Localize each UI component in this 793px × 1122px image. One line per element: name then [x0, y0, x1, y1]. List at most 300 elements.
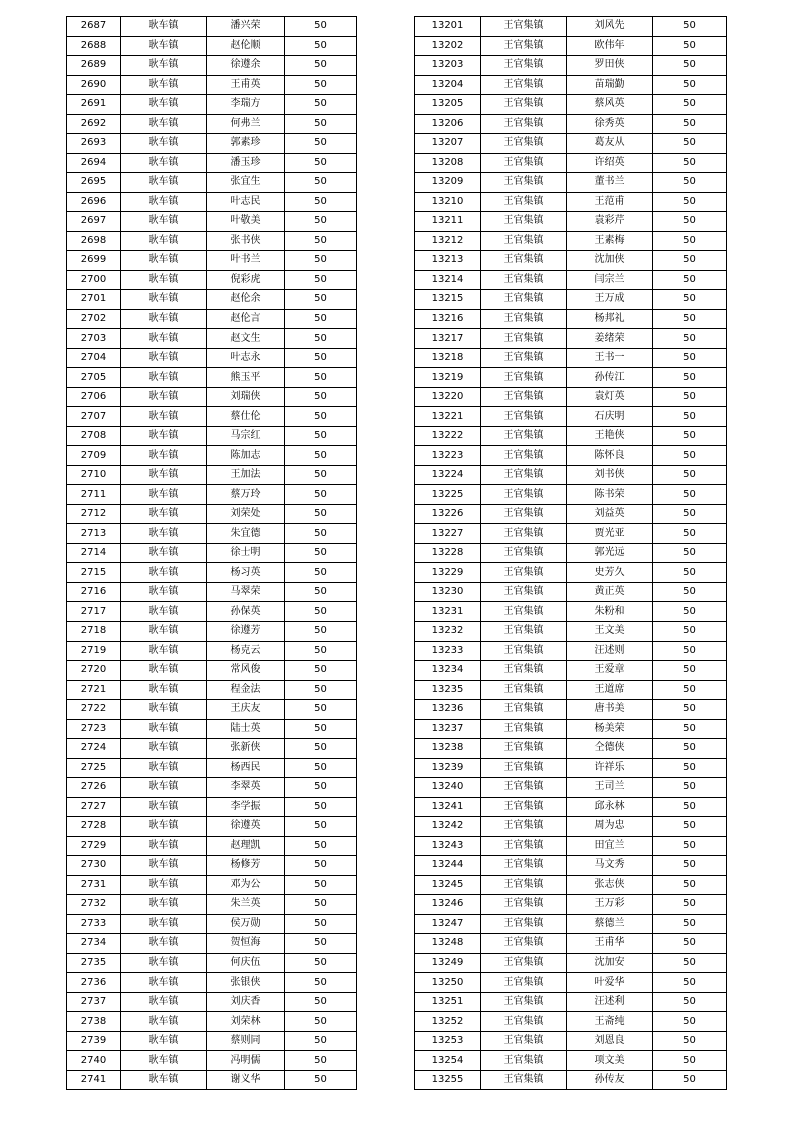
id-cell: 13220	[415, 387, 481, 407]
table-row	[67, 953, 357, 973]
table-row	[67, 426, 357, 446]
town-cell: 王官集镇	[481, 680, 567, 700]
id-cell: 13251	[415, 992, 481, 1012]
town-cell: 耿车镇	[121, 270, 207, 290]
table-row	[415, 153, 727, 173]
table-row	[415, 192, 727, 212]
table-row	[67, 212, 357, 232]
name-cell: 陆士英	[207, 719, 285, 739]
town-cell: 王官集镇	[481, 953, 567, 973]
amount-cell: 50	[653, 368, 727, 388]
table-row	[415, 856, 727, 876]
town-cell: 耿车镇	[121, 114, 207, 134]
table-row	[415, 270, 727, 290]
id-cell: 2720	[67, 661, 121, 681]
town-cell: 耿车镇	[121, 134, 207, 154]
id-cell: 13253	[415, 1031, 481, 1051]
amount-cell: 50	[285, 895, 357, 915]
name-cell: 郭素珍	[207, 134, 285, 154]
town-cell: 王官集镇	[481, 934, 567, 954]
amount-cell: 50	[285, 758, 357, 778]
name-cell: 马文秀	[567, 856, 653, 876]
id-cell: 13205	[415, 95, 481, 115]
id-cell: 13202	[415, 36, 481, 56]
town-cell: 王官集镇	[481, 95, 567, 115]
town-cell: 王官集镇	[481, 270, 567, 290]
name-cell: 石庆明	[567, 407, 653, 427]
table-row	[415, 700, 727, 720]
table-row	[67, 895, 357, 915]
name-cell: 张新侠	[207, 739, 285, 759]
town-cell: 王官集镇	[481, 387, 567, 407]
name-cell: 赵文生	[207, 329, 285, 349]
amount-cell: 50	[285, 212, 357, 232]
id-cell: 2738	[67, 1012, 121, 1032]
id-cell: 2729	[67, 836, 121, 856]
id-cell: 13230	[415, 582, 481, 602]
town-cell: 耿车镇	[121, 173, 207, 193]
id-cell: 13226	[415, 504, 481, 524]
table-row	[415, 1031, 727, 1051]
town-cell: 王官集镇	[481, 719, 567, 739]
id-cell: 13218	[415, 348, 481, 368]
town-cell: 耿车镇	[121, 953, 207, 973]
id-cell: 2727	[67, 797, 121, 817]
amount-cell: 50	[285, 309, 357, 329]
id-cell: 13254	[415, 1051, 481, 1071]
table-row	[67, 251, 357, 271]
town-cell: 王官集镇	[481, 134, 567, 154]
amount-cell: 50	[653, 407, 727, 427]
name-cell: 蔡万玲	[207, 485, 285, 505]
id-cell: 2721	[67, 680, 121, 700]
id-cell: 13233	[415, 641, 481, 661]
town-cell: 王官集镇	[481, 856, 567, 876]
name-cell: 汪述利	[567, 992, 653, 1012]
id-cell: 13217	[415, 329, 481, 349]
amount-cell: 50	[653, 719, 727, 739]
town-cell: 耿车镇	[121, 1012, 207, 1032]
name-cell: 赵伦顺	[207, 36, 285, 56]
name-cell: 仝德侠	[567, 739, 653, 759]
id-cell: 13229	[415, 563, 481, 583]
amount-cell: 50	[653, 661, 727, 681]
table-row	[415, 114, 727, 134]
id-cell: 2740	[67, 1051, 121, 1071]
town-cell: 耿车镇	[121, 739, 207, 759]
amount-cell: 50	[653, 56, 727, 76]
town-cell: 耿车镇	[121, 680, 207, 700]
amount-cell: 50	[653, 836, 727, 856]
id-cell: 2689	[67, 56, 121, 76]
table-row	[67, 582, 357, 602]
name-cell: 史芳久	[567, 563, 653, 583]
name-cell: 杨美荣	[567, 719, 653, 739]
amount-cell: 50	[285, 153, 357, 173]
table-row	[415, 504, 727, 524]
town-cell: 王官集镇	[481, 836, 567, 856]
town-cell: 王官集镇	[481, 329, 567, 349]
table-row	[415, 348, 727, 368]
table-row	[67, 797, 357, 817]
name-cell: 汪述则	[567, 641, 653, 661]
name-cell: 叶志永	[207, 348, 285, 368]
table-row	[415, 212, 727, 232]
amount-cell: 50	[653, 17, 727, 37]
id-cell: 2709	[67, 446, 121, 466]
table-row	[67, 348, 357, 368]
name-cell: 杨邦礼	[567, 309, 653, 329]
table-row	[67, 56, 357, 76]
amount-cell: 50	[285, 914, 357, 934]
table-row	[67, 192, 357, 212]
town-cell: 耿车镇	[121, 700, 207, 720]
amount-cell: 50	[653, 446, 727, 466]
amount-cell: 50	[653, 134, 727, 154]
town-cell: 耿车镇	[121, 524, 207, 544]
amount-cell: 50	[653, 36, 727, 56]
table-row	[415, 621, 727, 641]
id-cell: 13249	[415, 953, 481, 973]
table-row	[415, 934, 727, 954]
name-cell: 葛友从	[567, 134, 653, 154]
amount-cell: 50	[653, 856, 727, 876]
table-row	[67, 641, 357, 661]
table-row	[67, 543, 357, 563]
table-row	[67, 387, 357, 407]
town-cell: 王官集镇	[481, 1012, 567, 1032]
name-cell: 姜绪荣	[567, 329, 653, 349]
town-cell: 耿车镇	[121, 778, 207, 798]
town-cell: 耿车镇	[121, 836, 207, 856]
amount-cell: 50	[653, 680, 727, 700]
id-cell: 13204	[415, 75, 481, 95]
amount-cell: 50	[285, 329, 357, 349]
id-cell: 13203	[415, 56, 481, 76]
name-cell: 闫宗兰	[567, 270, 653, 290]
name-cell: 杨修芳	[207, 856, 285, 876]
amount-cell: 50	[285, 621, 357, 641]
name-cell: 王甫华	[567, 934, 653, 954]
name-cell: 冯明儒	[207, 1051, 285, 1071]
town-cell: 耿车镇	[121, 290, 207, 310]
id-cell: 2731	[67, 875, 121, 895]
id-cell: 2690	[67, 75, 121, 95]
amount-cell: 50	[653, 973, 727, 993]
id-cell: 2725	[67, 758, 121, 778]
table-row	[67, 504, 357, 524]
table-row	[67, 758, 357, 778]
table-row	[67, 700, 357, 720]
id-cell: 13246	[415, 895, 481, 915]
town-cell: 耿车镇	[121, 817, 207, 837]
town-cell: 耿车镇	[121, 992, 207, 1012]
table-row	[415, 1051, 727, 1071]
town-cell: 王官集镇	[481, 56, 567, 76]
town-cell: 耿车镇	[121, 329, 207, 349]
name-cell: 唐书美	[567, 700, 653, 720]
amount-cell: 50	[653, 95, 727, 115]
town-cell: 王官集镇	[481, 661, 567, 681]
name-cell: 程金法	[207, 680, 285, 700]
town-cell: 王官集镇	[481, 153, 567, 173]
amount-cell: 50	[653, 231, 727, 251]
amount-cell: 50	[285, 17, 357, 37]
town-cell: 耿车镇	[121, 719, 207, 739]
id-cell: 2711	[67, 485, 121, 505]
amount-cell: 50	[285, 836, 357, 856]
town-cell: 王官集镇	[481, 973, 567, 993]
amount-cell: 50	[653, 1031, 727, 1051]
name-cell: 周为忠	[567, 817, 653, 837]
id-cell: 13221	[415, 407, 481, 427]
name-cell: 徐遵芳	[207, 621, 285, 641]
town-cell: 王官集镇	[481, 504, 567, 524]
table-row	[415, 797, 727, 817]
table-row	[67, 36, 357, 56]
amount-cell: 50	[653, 895, 727, 915]
town-cell: 王官集镇	[481, 485, 567, 505]
town-cell: 王官集镇	[481, 192, 567, 212]
name-cell: 苗瑞勤	[567, 75, 653, 95]
name-cell: 刘荣处	[207, 504, 285, 524]
id-cell: 2735	[67, 953, 121, 973]
name-cell: 李学振	[207, 797, 285, 817]
table-row	[67, 95, 357, 115]
name-cell: 王万成	[567, 290, 653, 310]
id-cell: 2715	[67, 563, 121, 583]
town-cell: 耿车镇	[121, 563, 207, 583]
table-row	[415, 778, 727, 798]
name-cell: 谢义华	[207, 1070, 285, 1090]
amount-cell: 50	[285, 75, 357, 95]
table-row	[415, 173, 727, 193]
name-cell: 王万彩	[567, 895, 653, 915]
table-row	[415, 387, 727, 407]
town-cell: 王官集镇	[481, 563, 567, 583]
name-cell: 何庆伍	[207, 953, 285, 973]
table-row	[67, 173, 357, 193]
amount-cell: 50	[285, 348, 357, 368]
table-row	[415, 602, 727, 622]
table-row	[67, 231, 357, 251]
id-cell: 2697	[67, 212, 121, 232]
town-cell: 王官集镇	[481, 543, 567, 563]
town-cell: 王官集镇	[481, 739, 567, 759]
id-cell: 13208	[415, 153, 481, 173]
town-cell: 王官集镇	[481, 1051, 567, 1071]
name-cell: 刘风先	[567, 17, 653, 37]
id-cell: 2714	[67, 543, 121, 563]
town-cell: 耿车镇	[121, 387, 207, 407]
town-cell: 耿车镇	[121, 192, 207, 212]
id-cell: 2687	[67, 17, 121, 37]
name-cell: 叶志民	[207, 192, 285, 212]
amount-cell: 50	[653, 953, 727, 973]
amount-cell: 50	[285, 95, 357, 115]
name-cell: 张宜生	[207, 173, 285, 193]
table-row	[415, 563, 727, 583]
id-cell: 2698	[67, 231, 121, 251]
amount-cell: 50	[285, 543, 357, 563]
name-cell: 倪彩虎	[207, 270, 285, 290]
amount-cell: 50	[653, 153, 727, 173]
id-cell: 2733	[67, 914, 121, 934]
amount-cell: 50	[653, 817, 727, 837]
name-cell: 王庆友	[207, 700, 285, 720]
id-cell: 2719	[67, 641, 121, 661]
name-cell: 孙传江	[567, 368, 653, 388]
table-row	[415, 836, 727, 856]
name-cell: 马翠荣	[207, 582, 285, 602]
table-row	[415, 973, 727, 993]
table-row	[67, 680, 357, 700]
amount-cell: 50	[653, 582, 727, 602]
id-cell: 13240	[415, 778, 481, 798]
left-table	[66, 16, 357, 1090]
table-row	[415, 75, 727, 95]
table-row	[67, 465, 357, 485]
name-cell: 王文美	[567, 621, 653, 641]
town-cell: 王官集镇	[481, 465, 567, 485]
id-cell: 13209	[415, 173, 481, 193]
table-row	[415, 661, 727, 681]
name-cell: 王范甫	[567, 192, 653, 212]
amount-cell: 50	[285, 192, 357, 212]
amount-cell: 50	[653, 934, 727, 954]
table-row	[415, 739, 727, 759]
table-row	[415, 251, 727, 271]
id-cell: 13227	[415, 524, 481, 544]
town-cell: 耿车镇	[121, 75, 207, 95]
id-cell: 13238	[415, 739, 481, 759]
id-cell: 13212	[415, 231, 481, 251]
table-row	[415, 407, 727, 427]
id-cell: 13201	[415, 17, 481, 37]
id-cell: 2736	[67, 973, 121, 993]
name-cell: 徐士明	[207, 543, 285, 563]
amount-cell: 50	[285, 134, 357, 154]
id-cell: 2696	[67, 192, 121, 212]
amount-cell: 50	[653, 270, 727, 290]
name-cell: 陈加志	[207, 446, 285, 466]
town-cell: 王官集镇	[481, 368, 567, 388]
id-cell: 2730	[67, 856, 121, 876]
name-cell: 蔡仕伦	[207, 407, 285, 427]
name-cell: 孙传友	[567, 1070, 653, 1090]
amount-cell: 50	[285, 36, 357, 56]
name-cell: 杨西民	[207, 758, 285, 778]
table-row	[415, 524, 727, 544]
town-cell: 王官集镇	[481, 446, 567, 466]
town-cell: 耿车镇	[121, 368, 207, 388]
town-cell: 王官集镇	[481, 309, 567, 329]
name-cell: 王道席	[567, 680, 653, 700]
name-cell: 刘瑞侠	[207, 387, 285, 407]
id-cell: 13232	[415, 621, 481, 641]
id-cell: 2704	[67, 348, 121, 368]
table-row	[415, 1012, 727, 1032]
id-cell: 13231	[415, 602, 481, 622]
table-row	[67, 368, 357, 388]
table-row	[415, 446, 727, 466]
name-cell: 叶敬美	[207, 212, 285, 232]
table-row	[415, 1070, 727, 1090]
table-row	[67, 407, 357, 427]
name-cell: 侯万勋	[207, 914, 285, 934]
town-cell: 耿车镇	[121, 1070, 207, 1090]
amount-cell: 50	[285, 56, 357, 76]
amount-cell: 50	[285, 953, 357, 973]
amount-cell: 50	[653, 290, 727, 310]
id-cell: 13235	[415, 680, 481, 700]
id-cell: 13210	[415, 192, 481, 212]
table-row	[67, 309, 357, 329]
town-cell: 耿车镇	[121, 1031, 207, 1051]
id-cell: 13242	[415, 817, 481, 837]
town-cell: 耿车镇	[121, 758, 207, 778]
town-cell: 耿车镇	[121, 95, 207, 115]
name-cell: 刘庆香	[207, 992, 285, 1012]
table-row	[415, 56, 727, 76]
amount-cell: 50	[653, 700, 727, 720]
name-cell: 董书兰	[567, 173, 653, 193]
id-cell: 13241	[415, 797, 481, 817]
amount-cell: 50	[285, 407, 357, 427]
amount-cell: 50	[285, 290, 357, 310]
town-cell: 王官集镇	[481, 290, 567, 310]
amount-cell: 50	[653, 75, 727, 95]
id-cell: 2693	[67, 134, 121, 154]
name-cell: 常风俊	[207, 661, 285, 681]
table-row	[67, 739, 357, 759]
name-cell: 贺恒海	[207, 934, 285, 954]
id-cell: 13243	[415, 836, 481, 856]
amount-cell: 50	[653, 914, 727, 934]
id-cell: 2718	[67, 621, 121, 641]
id-cell: 2692	[67, 114, 121, 134]
town-cell: 王官集镇	[481, 621, 567, 641]
id-cell: 2701	[67, 290, 121, 310]
amount-cell: 50	[285, 739, 357, 759]
id-cell: 13206	[415, 114, 481, 134]
town-cell: 王官集镇	[481, 426, 567, 446]
amount-cell: 50	[653, 1051, 727, 1071]
amount-cell: 50	[285, 817, 357, 837]
table-row	[415, 329, 727, 349]
name-cell: 郭光远	[567, 543, 653, 563]
id-cell: 13207	[415, 134, 481, 154]
town-cell: 王官集镇	[481, 524, 567, 544]
town-cell: 耿车镇	[121, 251, 207, 271]
town-cell: 耿车镇	[121, 661, 207, 681]
town-cell: 王官集镇	[481, 797, 567, 817]
town-cell: 耿车镇	[121, 582, 207, 602]
name-cell: 沈加侠	[567, 251, 653, 271]
id-cell: 13245	[415, 875, 481, 895]
amount-cell: 50	[653, 621, 727, 641]
name-cell: 邓为公	[207, 875, 285, 895]
amount-cell: 50	[285, 875, 357, 895]
name-cell: 刘益英	[567, 504, 653, 524]
table-row	[415, 95, 727, 115]
id-cell: 2706	[67, 387, 121, 407]
town-cell: 王官集镇	[481, 817, 567, 837]
id-cell: 2688	[67, 36, 121, 56]
town-cell: 王官集镇	[481, 231, 567, 251]
amount-cell: 50	[653, 251, 727, 271]
town-cell: 耿车镇	[121, 348, 207, 368]
